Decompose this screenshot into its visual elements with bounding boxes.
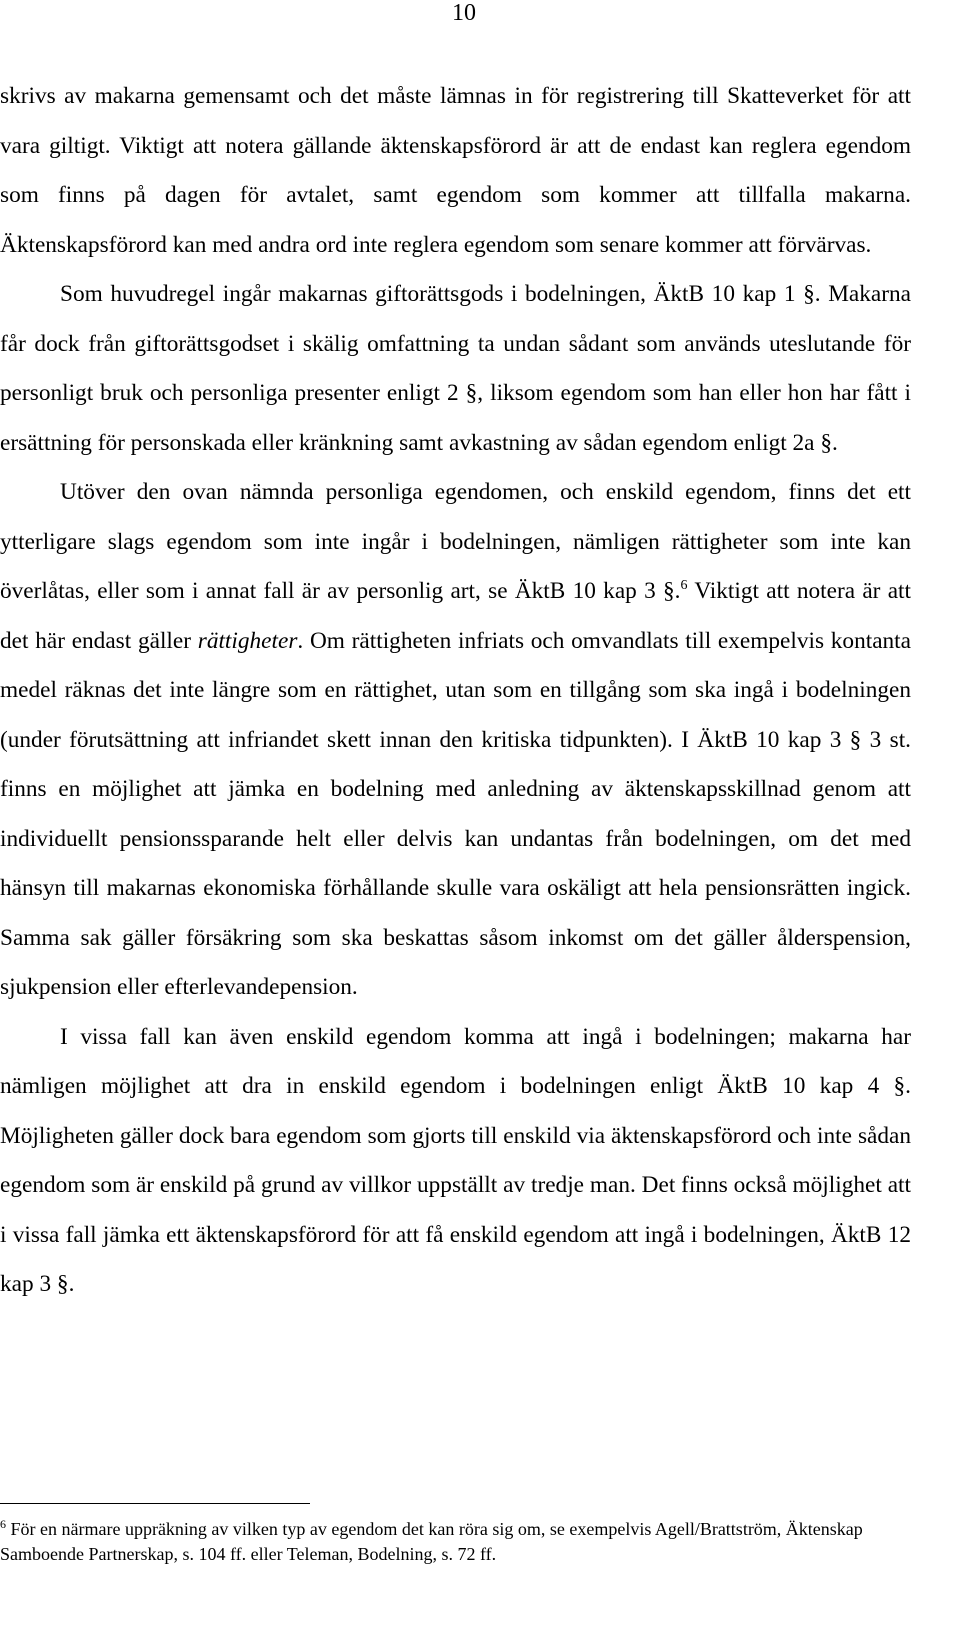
- footnote-reference: 6: [680, 578, 688, 593]
- paragraph-3: [0, 468, 911, 1013]
- footnote-divider: [0, 1503, 310, 1504]
- paragraph-2-text: Som huvudregel ingår makarnas giftorättsgods i bodelningen, ÄktB 10 kap 1 §. Makarna får dock från giftorättsgodset i skälig omfattning ta undan sådant som används uteslutande för personligt bruk och personliga presenter enligt 2 §, liksom egendom som han eller hon har fått i ersättning för personskada eller kränkning samt avkastning av sådan egendom enligt 2a §.: [0, 281, 911, 456]
- page-number: 10: [452, 0, 476, 26]
- paragraph-1-text: skrivs av makarna gemensamt och det måste lämnas in för registrering till Skatteverket för att vara giltigt. Viktigt att notera gällande äktenskapsförord är att de endast kan reglera egendom som finns på dagen för avtalet, samt egendom som kommer att tillfalla makarna. Äktenskapsförord kan med andra ord inte reglera egendom som senare kommer att förvärvas.: [0, 83, 911, 258]
- footnote: [0, 1517, 911, 1567]
- paragraph-1: [0, 72, 911, 270]
- paragraph-3-text-start: Utöver den ovan nämnda personliga egendomen, och enskild egendom, finns det ett ytterligare slags egendom som inte ingår i bodelningen, nämligen rättigheter som inte kan överlåtas, eller som i annat fall är av personlig art, se ÄktB 10 kap 3 §.: [0, 479, 911, 604]
- footnote-number: 6: [0, 1517, 6, 1531]
- footnote-text: För en närmare uppräkning av vilken typ av egendom det kan röra sig om, se exempelvis Agell/Brattström, Äktenskap Samboende Partnerskap, s. 104 ff. eller Teleman, Bodelning, s. 72 ff.: [0, 1519, 863, 1564]
- body-text: [0, 72, 911, 1310]
- paragraph-4-text: I vissa fall kan även enskild egendom komma att ingå i bodelningen; makarna har nämligen möjlighet att dra in enskild egendom i bodelningen enligt ÄktB 10 kap 4 §. Möjligheten gäller dock bara egendom som gjorts till enskild via äktenskapsförord och inte sådan egendom som är enskild på grund av villkor uppställt av tredje man. Det finns också möjlighet att i vissa fall jämka ett äktenskapsförord för att få enskild egendom att ingå i bodelningen, ÄktB 12 kap 3 §.: [0, 1023, 911, 1297]
- paragraph-4: [0, 1013, 911, 1310]
- paragraph-2: [0, 270, 911, 468]
- paragraph-3-text-middle: Viktigt att notera är att det här endast gäller: [0, 578, 911, 654]
- emphasized-term: rättigheter: [197, 627, 298, 654]
- paragraph-3-text-end: . Om rättigheten infriats och omvandlats till exempelvis kontanta medel räknas det inte längre som en rättighet, utan som en tillgång som ska ingå i bodelningen (under förutsättning att infriandet skett innan den kritiska tidpunkten). I ÄktB 10 kap 3 § 3 st. finns en möjlighet att jämka en bodelning med anledning av äktenskapsskillnad genom att individuellt pensionssparande helt eller delvis kan undantas från bodelningen, om det med hänsyn till makarnas ekonomiska förhållande skulle vara oskäligt att hela pensionsrätten ingick. Samma sak gäller försäkring som ska beskattas såsom inkomst om det gäller ålderspension, sjukpension eller efterlevandepension.: [0, 627, 911, 1000]
